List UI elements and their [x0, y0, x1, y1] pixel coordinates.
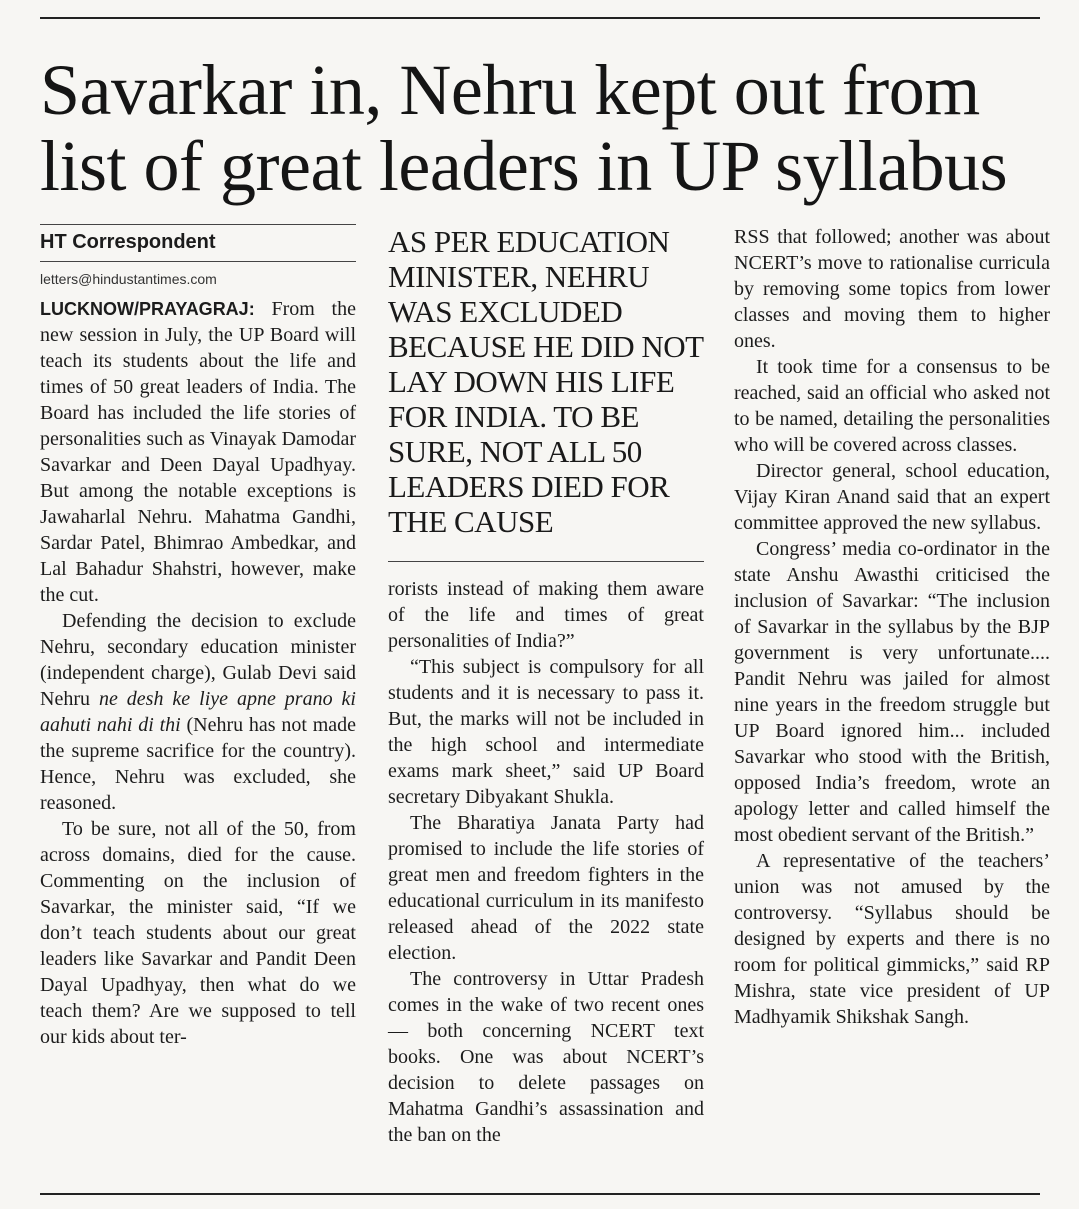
paragraph-text: Defending the decision to exclude Nehru, secondary education minister (independent charge), Gulab Devi said Nehru [40, 610, 356, 710]
italic-quote: ne desh ke liye apne prano ki aahuti nahi di thi [40, 688, 356, 736]
pull-quote: AS PER EDUCATION MINISTER, NEHRU WAS EXCLUDED BECAUSE HE DID NOT LAY DOWN HIS LIFE FOR INDIA. TO BE SURE, NOT ALL 50 LEADERS DIED FOR THE CAUSE [388, 224, 704, 562]
paragraph: rorists instead of making them aware of the life and times of great personalities of India?” [388, 578, 704, 652]
paragraph [40, 608, 356, 816]
column-2 [388, 224, 704, 1148]
column-3 [734, 224, 1050, 1030]
headline [40, 52, 1050, 204]
headline-line-1: Savarkar in, Nehru kept out from [40, 50, 980, 130]
dateline: LUCKNOW/PRAYAGRAJ: [40, 299, 255, 319]
paragraph: RSS that followed; another was about NCERT’s move to rationalise curricula by removing some topics from lower classes and moving them to higher ones. [734, 226, 1050, 352]
paragraph: Congress’ media co-ordinator in the state Anshu Awasthi criticised the inclusion of Savarkar: “The inclusion of Savarkar in the syllabus by the BJP government is very unfortunate.... Pandit Nehru was jailed for almost nine years in the freedom struggle but UP Board ignored him... included Savarkar who stood with the British, opposed India’s freedom, wrote an apology letter and called himself the most obedient servant of the British.” [734, 538, 1050, 846]
bottom-rule [40, 1193, 1040, 1195]
paragraph: To be sure, not all of the 50, from across domains, died for the cause. Commenting on the inclusion of Savarkar, the minister said, “If we don’t teach students about our great leaders like Savarkar and Pandit Deen Dayal Upadhyay, then what do we teach them? Are we supposed to tell our kids about ter- [40, 818, 356, 1048]
paragraph: The controversy in Uttar Pradesh comes in the wake of two recent ones — both concerning NCERT text books. One was about NCERT’s decision to delete passages on Mahatma Gandhi’s assassination and the ban on the [388, 968, 704, 1146]
byline: HT Correspondent [40, 224, 356, 262]
paragraph: Director general, school education, Vijay Kiran Anand said that an expert committee approved the new syllabus. [734, 460, 1050, 534]
paragraph-text: From the new session in July, the UP Board will teach its students about the life and times of 50 great leaders of India. The Board has included the life stories of personalities such as Vinayak Damodar Savarkar and Deen Dayal Upadhyay. But among the notable exceptions is Jawaharlal Nehru. Mahatma Gandhi, Sardar Patel, Bhimrao Ambedkar, and Lal Bahadur Shahstri, however, make the cut. [40, 298, 356, 606]
top-rule [40, 17, 1040, 19]
paragraph: The Bharatiya Janata Party had promised to include the life stories of great men and freedom fighters in the educational curriculum in its manifesto released ahead of the 2022 state election. [388, 812, 704, 964]
paragraph-text: (Nehru has not made the supreme sacrifice for the country). Hence, Nehru was excluded, she reasoned. [40, 714, 357, 814]
paragraph: It took time for a consensus to be reached, said an official who asked not to be named, detailing the personalities who will be covered across classes. [734, 356, 1050, 456]
paragraph: “This subject is compulsory for all students and it is necessary to pass it. But, the marks will not be included in the high school and intermediate exams mark sheet,” said UP Board secretary Dibyakant Shukla. [388, 656, 704, 808]
email-link[interactable]: letters@hindustantimes.com [40, 271, 217, 287]
paragraph [40, 296, 356, 608]
column-1 [40, 224, 356, 1050]
headline-line-2: list of great leaders in UP syllabus [40, 126, 1008, 206]
paragraph: A representative of the teachers’ union was not amused by the controversy. “Syllabus should be designed by experts and there is no room for political gimmicks,” said RP Mishra, state vice president of UP Madhyamik Shikshak Sangh. [734, 850, 1050, 1028]
